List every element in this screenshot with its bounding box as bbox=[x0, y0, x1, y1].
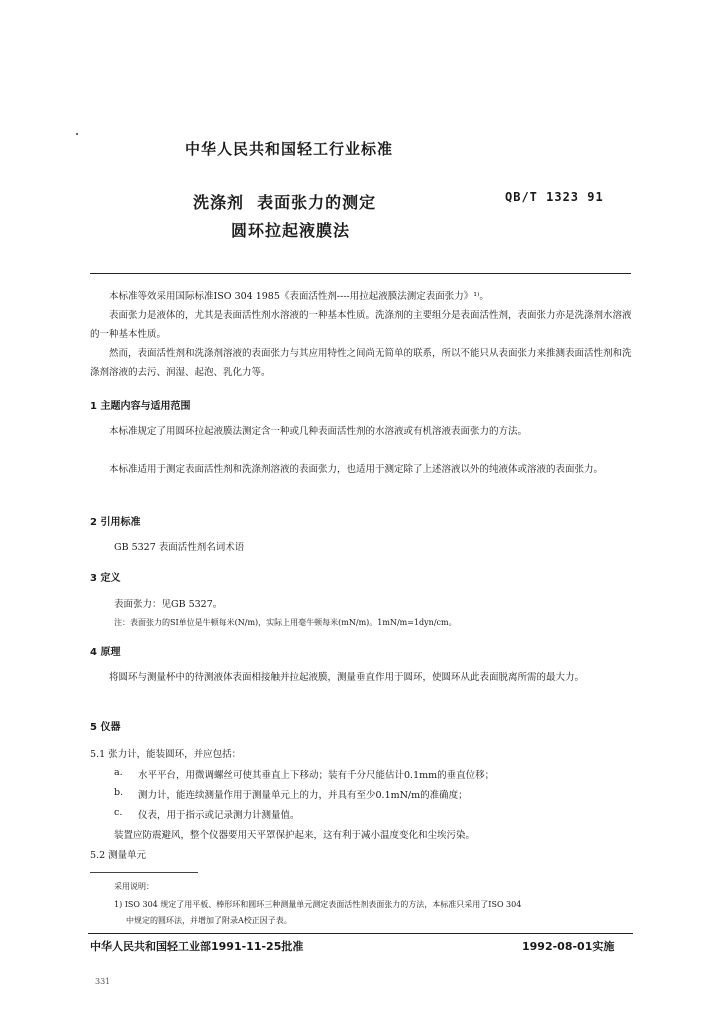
section-1-heading: 1 主题内容与适用范围 bbox=[90, 401, 191, 412]
section-2-heading: 2 引用标准 bbox=[90, 517, 141, 528]
intro-paragraph-1: 本标准等效采用国际标准ISO 304 1985《表面活性剂----用拉起液膜法测定表面张力》¹⁾。 bbox=[109, 291, 489, 302]
section-5-heading: 5 仪器 bbox=[90, 722, 121, 733]
footnote-line-1: 1) ISO 304 规定了用平板、棒形环和圆环三种测量单元测定表面活性剂表面张力的方法，本标准只采用了ISO 304 bbox=[114, 900, 522, 909]
standard-code: QB/T 1323 91 bbox=[505, 190, 604, 204]
section-3-heading: 3 定义 bbox=[90, 573, 121, 584]
page-number: 331 bbox=[95, 977, 111, 986]
document-subtitle: 圆环拉起液膜法 bbox=[231, 221, 351, 240]
intro-paragraph-2: 表面张力是液体的，尤其是表面活性剂水溶液的一种基本性质。洗涤剂的主要组分是表面活性剂，表面张力亦是洗涤剂水溶液的一种基本性质。 bbox=[90, 310, 632, 340]
section-1-paragraph-2: 本标准适用于测定表面活性剂和洗涤剂溶液的表面张力，也适用于测定除了上述溶液以外的纯液体或溶液的表面张力。 bbox=[109, 464, 604, 475]
section-1-paragraph-1: 本标准规定了用圆环拉起液膜法测定含一种或几种表面活性剂的水溶液或有机溶液表面张力的方法。 bbox=[109, 426, 528, 437]
subsection-5-1: 5.1 张力计，能装圆环，并应包括： bbox=[90, 749, 242, 760]
document-title: 洗涤剂 表面张力的测定 bbox=[193, 193, 377, 212]
intro-paragraph-3: 然而，表面活性剂和洗涤剂溶液的表面张力与其应用特性之间尚无简单的联系，所以不能只从表面张力来推测表面活性剂和洗涤剂溶液的去污、润湿、起泡、乳化力等。 bbox=[90, 348, 632, 378]
footnote-label: 采用说明： bbox=[114, 882, 154, 891]
subsection-5-2: 5.2 测量单元 bbox=[90, 850, 147, 861]
principle-text: 将圆环与测量杯中的待测液体表面相接触并拉起液膜，测量垂直作用于圆环，使圆环从此表面脱离所需的最大力。 bbox=[109, 672, 585, 683]
footnote-line-2: 中规定的圆环法，并增加了附录A校正因子表。 bbox=[126, 916, 292, 925]
list-item-label: c. bbox=[114, 807, 123, 818]
definition-text: 表面张力：见GB 5327。 bbox=[114, 599, 223, 610]
list-item-label: a. bbox=[114, 767, 123, 778]
definition-note: 注：表面张力的SI单位是牛顿每米(N/m)，实际上用毫牛顿每米(mN/m)。1mN/m=1dyn/cm。 bbox=[114, 618, 457, 627]
approval-info: 中华人民共和国轻工业部1991-11-25批准 bbox=[90, 940, 304, 953]
list-item-text: 测力计，能连续测量作用于测量单元上的力，并具有至少0.1mN/m的准确度； bbox=[138, 790, 468, 801]
issuing-organization: 中华人民共和国轻工行业标准 bbox=[185, 140, 394, 158]
list-item-text: 水平平台，用微调螺丝可使其垂直上下移动；装有千分尺能估计0.1mm的垂直位移； bbox=[138, 770, 495, 781]
scan-speck bbox=[76, 133, 78, 135]
list-item-text: 仪表，用于指示或记录测力计测量值。 bbox=[138, 810, 300, 821]
footnote-divider bbox=[90, 872, 198, 873]
section-4-heading: 4 原理 bbox=[90, 647, 121, 658]
list-item-label: b. bbox=[114, 787, 124, 798]
apparatus-install-note: 装置应防震避风，整个仪器要用天平罩保护起来，这有利于减小温度变化和尘埃污染。 bbox=[114, 830, 476, 841]
footer-divider bbox=[88, 933, 633, 934]
implementation-date: 1992-08-01实施 bbox=[522, 940, 615, 953]
reference-standard: GB 5327 表面活性剂名词术语 bbox=[114, 542, 245, 553]
header-divider bbox=[90, 273, 631, 274]
